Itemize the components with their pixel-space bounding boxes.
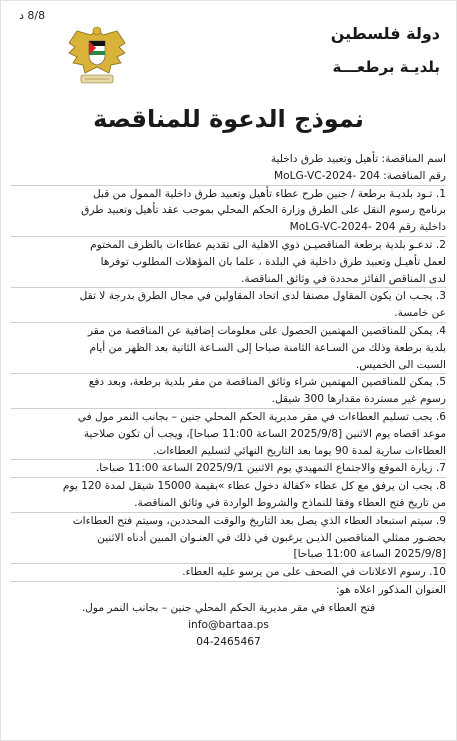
item-line: 2. تدعـو بلدية برطعة المناقصيـن ذوي الاهلية الى تقديم عطاءات بالظرف المختوم (90, 238, 446, 251)
municipality-name: بلديـة برطعـــة (332, 58, 440, 76)
item-line: 3. يجـب ان يكون المقاول مصنفا لدى اتحاد المقاولين في مجال الطرق بدرجة لا تقل (79, 290, 446, 303)
item-line: 7. زيارة الموقع والاجتماع التمهيدي يوم الاثنين 2025/9/1 الساعة 11:00 صباحا. (95, 462, 446, 475)
item-line: 9. سيتم استبعاد العطاء الذي يصل بعد التاريخ والوقت المحددين، وسيتم فتح العطاءات (72, 514, 446, 527)
item-line: [2025/9/8 الساعة 11:00 صباحا] (293, 548, 446, 561)
list-item (11, 323, 446, 374)
list-item (11, 237, 446, 288)
document-body (11, 151, 446, 651)
palestine-emblem-icon (65, 23, 129, 89)
item-line: بلدية برطعة وذلك من السـاعة الثامنة صباحا إلى السـاعة الثانية بعد الظهر من أيام (89, 341, 446, 354)
item-line: موعد اقصاه يوم الاثنين [2025/9/8 الساعة 11:00 صباحا]، ويجب أن تكون صلاحية (83, 427, 446, 440)
item-line: رسوم غير مستردة مقدارها 300 شيقل. (271, 393, 446, 406)
tender-name: اسم المناقصة: تأهيل وتعبيد طرق داخلية (270, 153, 446, 165)
email-link[interactable]: info@bartaa.ps (188, 618, 269, 631)
item-line: عن خامسة. (394, 307, 446, 320)
list-item (11, 513, 446, 564)
item-line: 6. يجب تسليم العطاءات في مقر مديرية الحكم المحلي جنين – بجانب النمر مول في (77, 410, 446, 423)
list-item (11, 564, 446, 582)
list-item (11, 460, 446, 478)
state-name: دولة فلسطين (330, 24, 440, 43)
item-line: من تاريخ فتح العطاء وفقا للنماذج والشروط الواردة في وثائق المناقصة. (134, 496, 446, 509)
list-item (11, 374, 446, 409)
item-line: داخلية رقم MoLG-VC-2024- 204 (289, 221, 446, 234)
item-line: 5. يمكن للمناقصين المهتمين شراء وثائق المناقصة من مقر بلدية برطعة، وبعد دفع (88, 376, 446, 389)
list-item (11, 478, 446, 513)
contact-footer (11, 600, 446, 651)
item-line: 1. تـود بلديـة برطعة / جنين طرح عطاء تأهيل وتعبيد طرق داخلية الممول من قبل (93, 187, 446, 200)
address-label: العنوان المذكور اعلاه هو: (335, 583, 446, 596)
item-line: لعمل تأهيـل وتعبيد طرق داخلية في البلدة ، علما بان المؤهلات المطلوب توفرها (100, 255, 446, 268)
page-number: 8/8 د (19, 9, 46, 22)
item-line: 10. رسوم الاعلانات في الصحف على من يرسو عليه العطاء. (182, 566, 446, 579)
list-item (11, 288, 446, 323)
item-line: لدى المناقص الفائز محددة في وثائق المناقصة. (241, 272, 446, 285)
item-line: 4. يمكن للمناقصين المهتمين الحصول على معلومات إضافية عن المناقصة من مقر (87, 324, 446, 337)
document-title: نموذج الدعوة للمناقصة (93, 105, 364, 133)
item-line: برنامج رسوم النقل على الطرق وزارة الحكم المحلي بموجب عقد تأهيل وتعبيد طرق (81, 204, 446, 217)
list-item (11, 186, 446, 237)
issuer-header (310, 23, 440, 79)
item-line: بحضـور ممثلي المناقصين الذيـن يرغبون في ذلك في العنـوان المبين أدناه الاثنين (97, 531, 446, 544)
opening-address: فتح العطاء في مقر مديرية الحكم المحلي جنين – بجانب النمر مول. (81, 601, 376, 614)
item-line: العطاءات سارية لمدة 90 يوما بعد التاريخ النهائي لتسليم العطاءات. (153, 444, 446, 457)
item-line: السبت الى الخميس. (355, 358, 446, 371)
item-line: 8. يجب ان يرفق مع كل عطاء «كفالة دخول عطاء »بقيمة 15000 شيقل لمدة 120 يوم (62, 480, 446, 493)
phone-number: 04-2465467 (196, 635, 261, 648)
list-item (11, 409, 446, 460)
tender-number: رقم المناقصة: MoLG-VC-2024- 204 (11, 168, 446, 186)
